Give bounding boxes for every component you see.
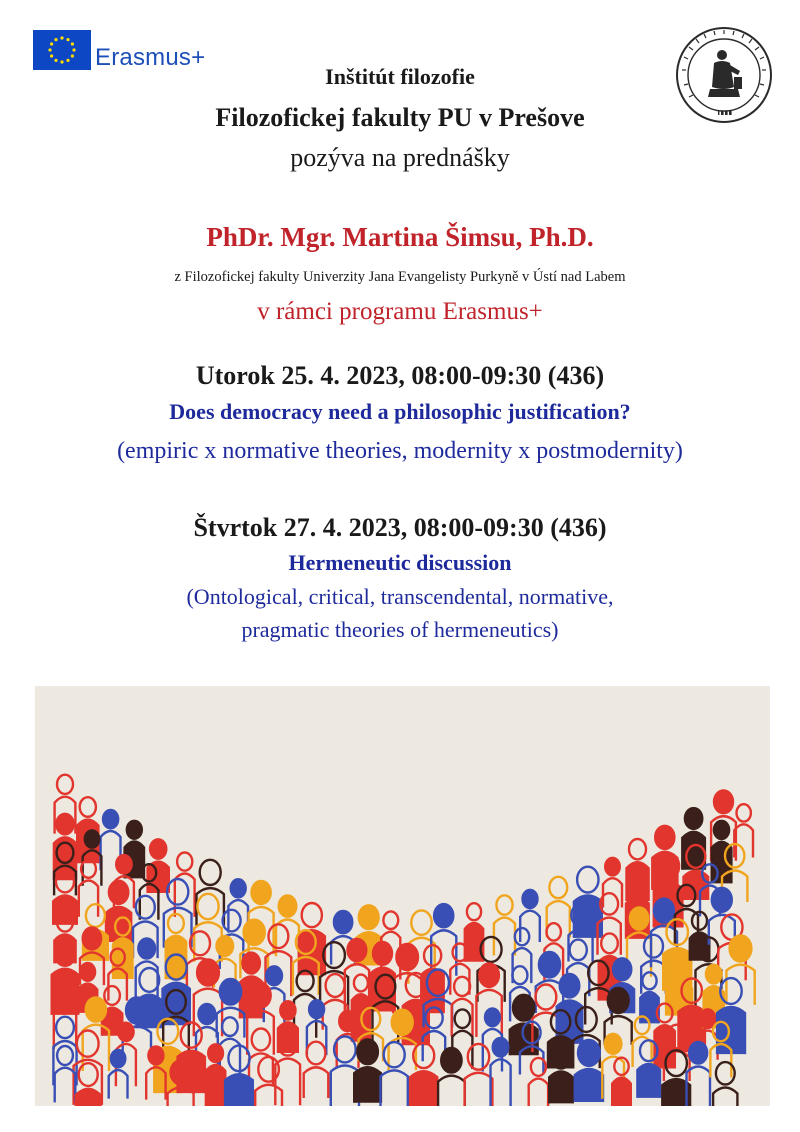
crowd-head bbox=[208, 1044, 223, 1062]
erasmus-label: Erasmus+ bbox=[95, 44, 206, 71]
crowd-head bbox=[127, 821, 142, 839]
crowd-head bbox=[109, 881, 128, 904]
crowd-head bbox=[150, 839, 166, 858]
crowd-head bbox=[685, 808, 702, 829]
institute-name: Inštitút filozofie bbox=[325, 64, 475, 89]
crowd-head bbox=[126, 998, 148, 1024]
crowd-head bbox=[171, 1060, 191, 1084]
lecturer-affiliation: z Filozofickej fakulty Univerzity Jana Evangelisty Purkyně v Ústí nad Labem bbox=[174, 269, 626, 285]
crowd-head bbox=[326, 974, 345, 997]
crowd-body bbox=[717, 1007, 745, 1054]
faculty-name: Filozofickej fakulty PU v Prešove bbox=[215, 103, 585, 132]
crowd-body bbox=[713, 1088, 737, 1107]
lecture-1-title: Does democracy need a philosophic justification? bbox=[169, 399, 631, 424]
crowd-body bbox=[410, 1071, 437, 1106]
crowd-head bbox=[339, 1011, 356, 1031]
crowd-head bbox=[116, 855, 131, 873]
crowd-head bbox=[252, 881, 271, 904]
crowd-body bbox=[465, 1073, 493, 1106]
lecture-2-subtitle-line-2: pragmatic theories of hermeneutics) bbox=[241, 617, 559, 642]
crowd-body bbox=[494, 918, 515, 956]
crowd-body bbox=[106, 907, 131, 942]
crowd-body bbox=[547, 901, 570, 937]
crowd-head bbox=[737, 804, 751, 821]
crowd-head bbox=[269, 924, 289, 948]
program-text: v rámci programu Erasmus+ bbox=[257, 298, 543, 325]
crowd-head bbox=[601, 933, 618, 953]
crowd-head bbox=[309, 1000, 324, 1018]
crowd-body bbox=[381, 1070, 408, 1106]
crowd-head bbox=[513, 995, 534, 1021]
crowd-head bbox=[669, 955, 689, 979]
crowd-head bbox=[56, 982, 73, 1003]
crowd-head bbox=[250, 983, 270, 1008]
crowd-head bbox=[479, 964, 499, 987]
crowd-head bbox=[199, 1004, 216, 1024]
crowd-head bbox=[104, 986, 120, 1005]
crowd-figures-icon bbox=[35, 686, 770, 1106]
crowd-head bbox=[536, 985, 557, 1010]
crowd-head bbox=[148, 1047, 163, 1065]
lecture-2-date: Štvrtok 27. 4. 2023, 08:00-09:30 (436) bbox=[193, 513, 607, 542]
crowd-head bbox=[86, 904, 105, 927]
crowd-head bbox=[730, 936, 752, 962]
crowd-head bbox=[454, 977, 470, 996]
crowd-head bbox=[560, 974, 580, 998]
crowd-head bbox=[138, 938, 155, 958]
crowd-head bbox=[714, 821, 729, 839]
crowd-head bbox=[56, 1017, 74, 1038]
crowd-head bbox=[348, 939, 367, 961]
crowd-body bbox=[206, 1065, 225, 1106]
crowd-head bbox=[80, 963, 95, 981]
crowd-body bbox=[109, 1070, 128, 1099]
crowd-head bbox=[396, 944, 418, 970]
crowd-body bbox=[575, 1069, 603, 1102]
crowd-head bbox=[354, 975, 368, 992]
crowd-head bbox=[373, 942, 392, 965]
crowd-head bbox=[654, 899, 674, 923]
crowd-head bbox=[570, 940, 587, 961]
crowd-head bbox=[252, 1029, 270, 1051]
crowd-head bbox=[424, 945, 441, 966]
crowd-head bbox=[200, 860, 221, 885]
crowd-head bbox=[467, 903, 481, 920]
crowd-head bbox=[231, 879, 246, 897]
crowd-head bbox=[384, 1042, 405, 1067]
crowd-head bbox=[515, 928, 529, 945]
crowd-head bbox=[455, 1009, 470, 1028]
crowd-head bbox=[655, 826, 674, 849]
crowd-head bbox=[223, 910, 241, 932]
crowd-head bbox=[197, 894, 218, 919]
crowd-body bbox=[549, 1071, 573, 1103]
crowd-head bbox=[220, 979, 241, 1005]
lecture-2-subtitle-line-1: (Ontological, critical, transcendental, normative, bbox=[186, 584, 614, 609]
crowd-head bbox=[83, 928, 101, 950]
crowd-head bbox=[177, 853, 192, 871]
crowd-head bbox=[217, 936, 234, 956]
crowd-head bbox=[307, 1042, 326, 1065]
crowd-head bbox=[512, 966, 527, 984]
crowd-head bbox=[485, 1008, 500, 1026]
invitation-text: pozýva na prednášky bbox=[290, 143, 510, 172]
crowd-head bbox=[689, 1042, 707, 1064]
lecture-1-date: Utorok 25. 4. 2023, 08:00-09:30 (436) bbox=[195, 361, 605, 390]
crowd-head bbox=[302, 903, 322, 927]
crowd-head bbox=[605, 858, 620, 876]
crowd-head bbox=[57, 775, 73, 794]
crowd-head bbox=[323, 942, 345, 968]
crowd-body bbox=[529, 1079, 548, 1106]
crowd-head bbox=[411, 910, 431, 934]
crowd-head bbox=[605, 1034, 622, 1054]
crowd-head bbox=[359, 905, 379, 929]
lecture-1-subtitle: (empiric x normative theories, modernity x postmodernity) bbox=[117, 438, 683, 464]
crowd-body bbox=[612, 1078, 631, 1106]
crowd-head bbox=[577, 867, 598, 893]
crowd-head bbox=[630, 907, 648, 929]
crowd-head bbox=[468, 1044, 489, 1070]
crowd-head bbox=[334, 911, 352, 933]
crowd-head bbox=[700, 1009, 715, 1028]
crowd-head bbox=[77, 1031, 99, 1057]
crowd-head bbox=[496, 895, 512, 914]
crowd-head bbox=[523, 890, 538, 908]
crowd-head bbox=[539, 952, 560, 977]
crowd-body bbox=[304, 1067, 329, 1098]
crowd-head bbox=[56, 814, 73, 835]
crowd-head bbox=[243, 953, 260, 974]
crowd-head bbox=[392, 1010, 413, 1035]
crowd-head bbox=[549, 877, 567, 898]
crowd-head bbox=[79, 1063, 98, 1086]
crowd-head bbox=[642, 972, 656, 989]
crowd-head bbox=[547, 923, 561, 940]
crowd-head bbox=[706, 965, 722, 984]
crowd-head bbox=[357, 1039, 378, 1064]
crowd-head bbox=[181, 1023, 202, 1048]
crowd-head bbox=[80, 797, 96, 817]
crowd-head bbox=[280, 1001, 295, 1019]
crowd-head bbox=[441, 1048, 461, 1073]
crowd-head bbox=[578, 1040, 600, 1066]
crowd-head bbox=[86, 997, 106, 1021]
crowd-body bbox=[55, 1068, 76, 1103]
crowd-head bbox=[167, 879, 188, 905]
lecture-2-title: Hermeneutic discussion bbox=[288, 550, 512, 575]
crowd-head bbox=[103, 810, 118, 828]
crowd-head bbox=[644, 935, 663, 958]
crowd-head bbox=[266, 966, 282, 985]
crowd-head bbox=[85, 830, 99, 847]
crowd-head bbox=[118, 1023, 133, 1041]
crowd-head bbox=[493, 1038, 509, 1057]
crowd-head bbox=[222, 1017, 238, 1036]
crowd-body bbox=[637, 1064, 660, 1098]
crowd-head bbox=[714, 790, 733, 813]
crowd-head bbox=[613, 958, 631, 980]
crowd-body bbox=[354, 1067, 381, 1103]
crowd-head bbox=[608, 988, 629, 1013]
crowd-body bbox=[255, 1085, 282, 1106]
crowd-head bbox=[279, 896, 297, 917]
crowd-head bbox=[629, 839, 646, 859]
crowd-head bbox=[712, 888, 732, 912]
crowd-body bbox=[113, 938, 133, 979]
crowd-body bbox=[640, 992, 658, 1024]
crowd-head bbox=[111, 1050, 125, 1067]
crowd-body bbox=[438, 1076, 465, 1106]
crowd-head bbox=[139, 968, 159, 992]
crowd-head bbox=[244, 920, 265, 945]
crowd-body bbox=[79, 881, 98, 917]
crowd-illustration bbox=[35, 686, 770, 1106]
crowd-head bbox=[383, 911, 398, 929]
crowd-head bbox=[55, 941, 76, 966]
crowd-head bbox=[657, 853, 679, 879]
crowd-head bbox=[434, 904, 453, 927]
crowd-body bbox=[76, 1089, 101, 1106]
crowd-head bbox=[57, 1046, 73, 1065]
lecturer-name: PhDr. Mgr. Martina Šimsu, Ph.D. bbox=[206, 222, 594, 252]
crowd-body bbox=[225, 1074, 253, 1106]
crowd-head bbox=[197, 959, 219, 985]
